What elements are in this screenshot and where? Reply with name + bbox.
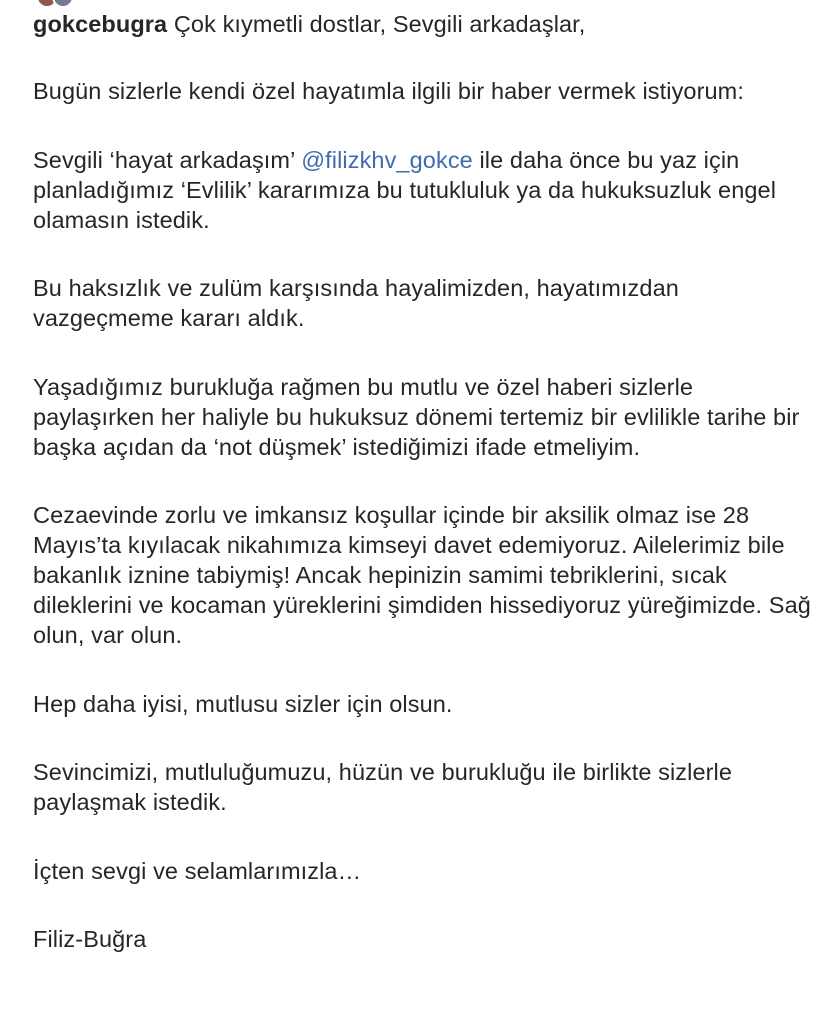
caption-paragraph: Hep daha iyisi, mutlusu sizler için olsun. (33, 690, 453, 717)
signature: Filiz-Buğra (33, 926, 147, 952)
caption-paragraph: Yaşadığımız burukluğa rağmen bu mutlu ve özel haberi sizlerle paylaşırken her haliyle bu hukuksuz dönemi tertemiz bir evlilikle tarihe bir başka açıdan da ‘not düşmek’ istediğimizi ifade etmeliyim. (33, 373, 800, 460)
mention-link[interactable]: @filizkhv_gokce (301, 146, 473, 173)
caption-paragraph: İçten sevgi ve selamlarımızla… (33, 857, 362, 884)
caption-paragraph: Bugün sizlerle kendi özel hayatımla ilgili bir haber vermek istiyorum: (33, 78, 744, 104)
username-link[interactable]: gokcebugra (33, 11, 168, 37)
caption-paragraph (33, 145, 813, 235)
post-caption (33, 0, 813, 993)
greeting-text: Çok kıymetli dostlar, Sevgili arkadaşlar, (173, 11, 586, 37)
caption-text: Sevgili ‘hayat arkadaşım’ (33, 146, 302, 173)
caption-first-line (33, 9, 813, 39)
caption-paragraph: Sevincimizi, mutluluğumuzu, hüzün ve burukluğu ile birlikte sizlerle paylaşmak istedik. (33, 759, 733, 815)
caption-paragraph: Cezaevinde zorlu ve imkansız koşullar içinde bir aksilik olmaz ise 28 Mayıs’ta kıyılacak nikahımıza kimseyi davet edemiyoruz. Ailelerimiz bile bakanlık iznine tabiymiş! Ancak hepinizin samimi tebriklerini, sıcak dileklerini ve kocaman yüreklerini şimdiden hissediyoruz yüreğimizde. Sağ olun, var olun. (33, 502, 811, 648)
caption-text: ile daha önce bu yaz için planladığımız ‘Evlilik’ kararımıza bu tutukluluk ya da hukuksuzluk engel olamasın istedik. (33, 146, 777, 233)
caption-paragraph: Bu haksızlık ve zulüm karşısında hayalimizden, hayatımızdan vazgeçmeme kararı aldık. (33, 275, 679, 331)
